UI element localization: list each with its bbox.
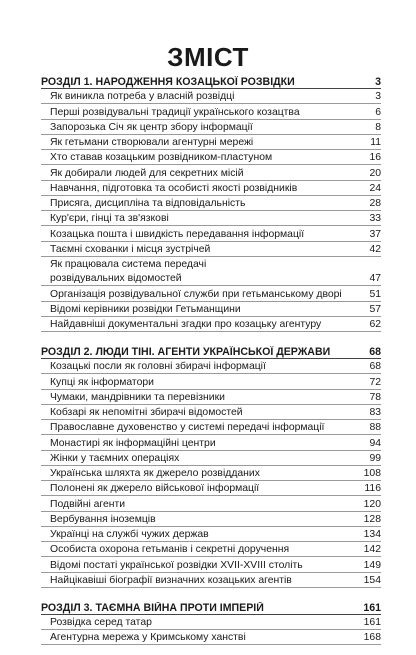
page-title: ЗМІСТ — [167, 42, 249, 72]
toc-entry[interactable] — [41, 451, 381, 466]
toc-entry-page-number: 161 — [363, 617, 381, 628]
toc-entry-label: Як добирали людей для секретних місій — [50, 167, 244, 179]
toc-entry-page-number: 68 — [369, 361, 381, 373]
toc-entry[interactable] — [41, 120, 381, 135]
toc-entry-label: Українці на службі чужих держав — [50, 529, 209, 540]
toc-entry-label: розвідувальних відомостей — [50, 273, 182, 285]
toc-entry-label: Кур'єри, гінці та зв'язкові — [50, 213, 169, 225]
toc-entry[interactable] — [41, 257, 381, 271]
toc-entry-page-number: 83 — [369, 407, 381, 418]
section-heading-label: РОЗДІЛ 3. ТАЄМНА ВІЙНА ПРОТИ ІМПЕРІЙ — [41, 601, 264, 614]
toc-entry[interactable] — [41, 420, 381, 435]
toc-entry-page-number: 16 — [369, 152, 381, 164]
section-heading[interactable] — [41, 72, 381, 89]
section-page-number: 3 — [375, 76, 381, 88]
toc-entry-label: Найцікавіші біографії визначних козацьких агентів — [50, 574, 292, 586]
toc-entry[interactable] — [41, 89, 381, 104]
toc-entry-page-number: 99 — [369, 452, 381, 464]
toc-entry-label: Козацька пошта і швидкість передавання інформації — [50, 228, 305, 240]
toc-entry-label: Чумаки, мандрівники та перевізники — [50, 391, 225, 403]
toc-entry-label: Купці як інформатори — [50, 376, 154, 388]
toc-entry[interactable] — [41, 150, 381, 165]
section-heading[interactable] — [41, 598, 381, 615]
toc-entry-label: Як виникла потреба у власній розвідці — [50, 91, 235, 103]
toc-entry[interactable] — [41, 435, 381, 450]
toc-entry[interactable] — [41, 242, 381, 257]
toc-entry-label: Вербування іноземців — [50, 513, 156, 525]
toc-entry[interactable] — [41, 211, 381, 226]
toc-entry-page-number: 62 — [369, 319, 381, 330]
toc-section — [41, 342, 381, 588]
toc-entry[interactable] — [41, 542, 381, 557]
toc-entry-page-number: 6 — [375, 106, 381, 118]
toc-entry-page-number: 142 — [363, 544, 381, 556]
toc-entry-label: Монастирі як інформаційні центри — [50, 437, 216, 449]
toc-entry-page-number: 120 — [363, 498, 381, 510]
toc-entry-page-number: 88 — [369, 422, 381, 434]
toc-entry-label: Відомі постаті української розвідки XVII-XVIII століть — [50, 559, 303, 571]
toc-entry-label: Перші розвідувальні традиції українського козацтва — [50, 106, 300, 118]
toc-entry-page-number: 11 — [370, 137, 381, 148]
section-heading-label: РОЗДІЛ 1. НАРОДЖЕННЯ КОЗАЦЬКОЇ РОЗВІДКИ — [41, 76, 295, 88]
toc-entry[interactable] — [41, 405, 381, 420]
toc-section — [41, 72, 381, 332]
toc-entry-page-number: 47 — [369, 273, 381, 285]
toc-entry-page-number: 57 — [369, 303, 381, 315]
toc-entry-page-number: 72 — [369, 376, 381, 388]
toc-entry-page-number: 3 — [375, 91, 381, 103]
toc-entry[interactable] — [41, 359, 381, 374]
toc-entry-page-number: 128 — [363, 513, 381, 525]
toc-entry-page-number: 116 — [364, 483, 381, 495]
toc-entry[interactable] — [41, 615, 381, 630]
toc-entry-label: Жінки у таємних операціях — [50, 452, 180, 464]
toc-entry-page-number: 33 — [369, 213, 381, 225]
toc-entry-page-number: 24 — [369, 182, 381, 194]
toc-entry-label: Організація розвідувальної служби при гетьманському дворі — [50, 288, 342, 300]
table-of-contents — [41, 72, 381, 655]
toc-entry[interactable] — [41, 165, 381, 180]
toc-entry-label: Православне духовенство у системі передачі інформації — [50, 422, 325, 434]
toc-entry-label: Українська шляхта як джерело розвідданих — [50, 468, 260, 479]
toc-entry-page-number: 134 — [363, 529, 381, 540]
toc-entry[interactable] — [41, 226, 381, 241]
toc-entry-label: Кобзарі як непомітні збирачі відомостей — [50, 407, 243, 418]
toc-entry-label: Козацькі посли як головні збирачі інформації — [50, 361, 266, 373]
toc-entry-page-number: 42 — [369, 243, 381, 255]
toc-entry[interactable] — [41, 317, 381, 332]
section-heading[interactable] — [41, 342, 381, 359]
toc-entry[interactable] — [41, 496, 381, 511]
toc-entry[interactable] — [41, 527, 381, 542]
toc-entry-label: Запорозька Січ як центр збору інформації — [50, 121, 253, 133]
toc-entry[interactable] — [41, 573, 381, 588]
toc-entry-page-number: 28 — [369, 198, 381, 209]
toc-entry-page-number: 8 — [375, 121, 381, 133]
section-page-number: 68 — [369, 346, 381, 358]
toc-entry[interactable] — [41, 135, 381, 150]
toc-entry-page-number: 168 — [363, 632, 381, 644]
toc-entry[interactable] — [41, 196, 381, 211]
toc-entry[interactable] — [41, 374, 381, 389]
toc-entry-page-number: 149 — [363, 559, 381, 571]
toc-entry-label: Відомі керівники розвідки Гетьманщини — [50, 303, 241, 315]
toc-entry[interactable] — [41, 302, 381, 317]
toc-entry-page-number: 37 — [369, 228, 381, 240]
toc-entry-page-number: 94 — [369, 437, 381, 449]
section-heading-label: РОЗДІЛ 2. ЛЮДИ ТІНІ. АГЕНТИ УКРАЇНСЬКОЇ ДЕРЖАВИ — [41, 346, 331, 358]
toc-entry-page-number: 154 — [363, 574, 381, 586]
toc-entry-page-number: 51 — [369, 288, 381, 300]
toc-entry-label: Найдавніші документальні згадки про козацьку агентуру — [50, 319, 322, 330]
toc-entry-label: Полонені як джерело військової інформації — [50, 483, 260, 495]
toc-entry[interactable] — [41, 557, 381, 572]
section-page-number: 161 — [363, 601, 381, 614]
toc-entry[interactable] — [41, 481, 381, 496]
toc-entry-label: Таємні схованки і місця зустрічей — [50, 243, 211, 255]
toc-entry-page-number: 78 — [369, 391, 381, 403]
toc-entry-label: Хто ставав козацьким розвідником-пластуном — [50, 152, 273, 164]
toc-entry-page-number: 20 — [369, 167, 381, 179]
toc-entry[interactable] — [41, 271, 381, 286]
toc-entry-label: Як гетьмани створювали агентурні мережі — [50, 137, 254, 148]
toc-entry-label: Присяга, дисципліна та відповідальність — [50, 198, 246, 209]
toc-entry[interactable] — [41, 512, 381, 527]
toc-entry[interactable] — [41, 630, 381, 645]
toc-entry-label: Особиста охорона гетьманів і секретні доручення — [50, 544, 290, 556]
toc-entry-label: Розвідка серед татар — [50, 617, 152, 628]
toc-entry[interactable] — [41, 104, 381, 119]
toc-entry[interactable] — [41, 466, 381, 481]
toc-entry[interactable] — [41, 181, 381, 196]
toc-entry-page-number: 108 — [363, 468, 381, 479]
toc-entry-label: Агентурна мережа у Кримському ханстві — [50, 632, 246, 644]
toc-entry[interactable] — [41, 390, 381, 405]
toc-entry[interactable] — [41, 286, 381, 301]
toc-section — [41, 598, 381, 646]
toc-entry-label: Як працювала система передачі — [50, 259, 207, 270]
toc-entry-label: Подвійні агенти — [50, 498, 126, 510]
toc-entry-label: Навчання, підготовка та особисті якості розвідників — [50, 182, 298, 194]
